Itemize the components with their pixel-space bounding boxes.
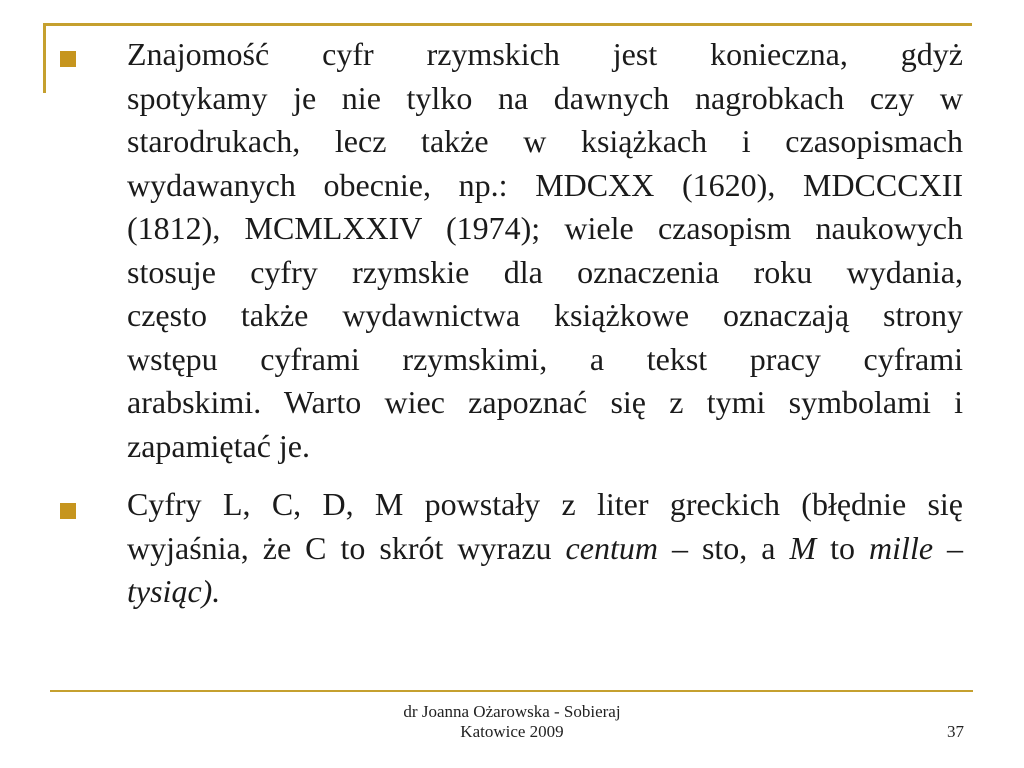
text-segment-italic: centum	[565, 529, 658, 566]
text-segment: to	[816, 529, 870, 566]
text-line: Cyfry L, C, D, M powstały z liter greckich (błędnie się	[127, 486, 963, 522]
text-line: spotykamy je nie tylko na dawnych nagrobkach czy w	[127, 79, 963, 116]
paragraph-1	[127, 33, 963, 468]
text-segment: –	[933, 529, 964, 566]
text-line: starodrukach, lecz także w książkach i czasopismach	[127, 123, 963, 159]
top-horizontal-rule	[43, 23, 972, 26]
footer-author: dr Joanna Ożarowska - Sobieraj	[403, 702, 621, 721]
text-segment-italic: mille	[869, 529, 934, 566]
text-line-italic: tysiąc).	[127, 573, 221, 609]
bullet-square-icon	[60, 503, 76, 519]
text-line: często także wydawnictwa książkowe oznaczają strony	[127, 297, 963, 333]
text-line: wydawanych obecnie, np.: MDCXX (1620), MDCCCXII	[127, 166, 963, 203]
text-line	[127, 527, 963, 571]
text-line: arabskimi. Warto wiec zapoznać się z tymi symbolami i	[127, 384, 963, 420]
text-line: zapamiętać je.	[127, 427, 310, 464]
footer-location: Katowice 2009	[460, 722, 564, 741]
text-line: Znajomość cyfr rzymskich jest konieczna, gdyż	[127, 36, 963, 72]
text-segment-italic: M	[789, 529, 817, 566]
footer-horizontal-rule	[50, 690, 973, 692]
text-segment: – sto, a	[657, 529, 790, 566]
text-line: wstępu cyframi rzymskimi, a tekst pracy cyframi	[127, 340, 963, 377]
footer-credits	[0, 702, 1024, 742]
page-number: 37	[947, 722, 964, 741]
paragraph-2	[127, 483, 963, 614]
text-segment: wyjaśnia, że C to skrót wyrazu	[127, 529, 566, 566]
bullet-square-icon	[60, 51, 76, 67]
left-vertical-rule	[43, 23, 46, 93]
text-line: stosuje cyfry rzymskie dla oznaczenia roku wydania,	[127, 253, 963, 290]
text-line: (1812), MCMLXXIV (1974); wiele czasopism naukowych	[127, 210, 963, 246]
